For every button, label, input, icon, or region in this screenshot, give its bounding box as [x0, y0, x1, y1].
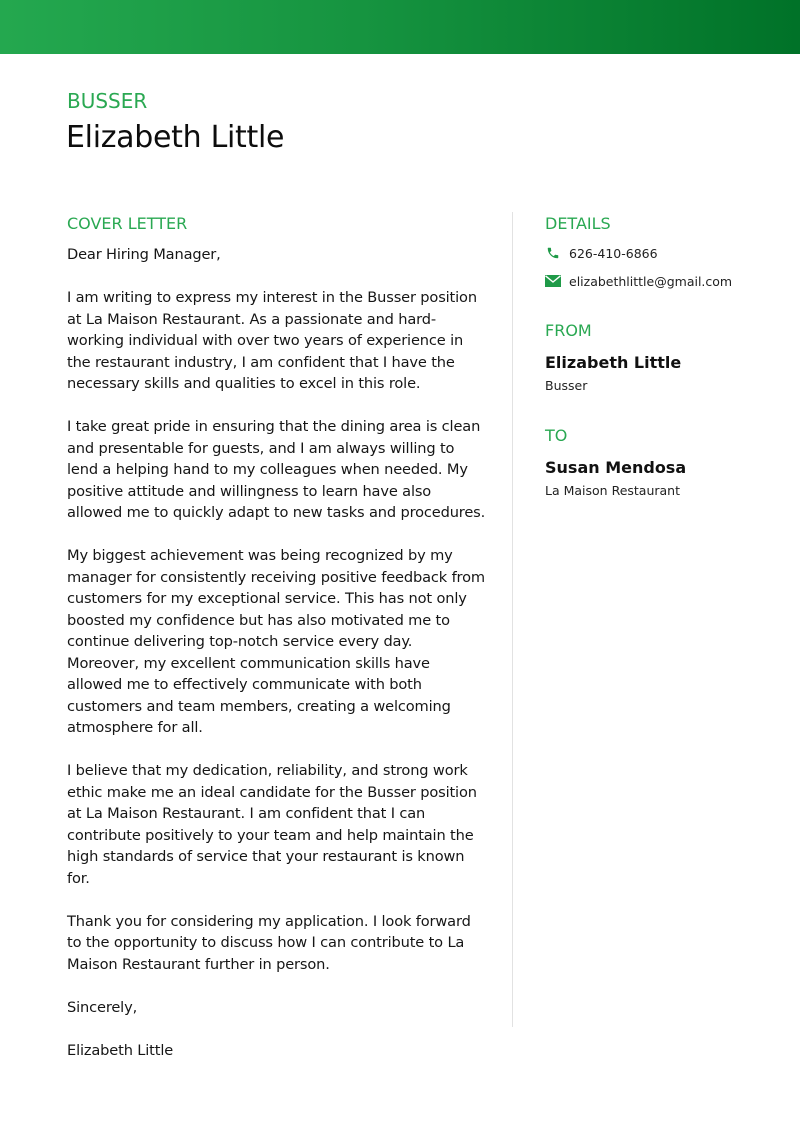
email-row: [545, 271, 775, 291]
letter-signature: Elizabeth Little: [67, 1041, 174, 1059]
phone-icon: [545, 245, 561, 261]
letter-paragraph-2: I take great pride in ensuring that the dining area is clean and presentable for guests, and I am always willing to lend a helping hand to my colleagues when needed. My positive attitude and willingness to learn have also allowed me to quickly adapt to new tasks and procedures.: [67, 418, 486, 521]
details-heading: DETAILS: [545, 214, 611, 233]
header-accent-bar: [0, 0, 800, 54]
sidebar: [545, 213, 775, 500]
to-section: [545, 425, 775, 500]
email-link[interactable]: elizabethlittle@gmail.com: [569, 273, 733, 289]
letter-body: [67, 244, 487, 1061]
phone-link[interactable]: 626-410-6866: [569, 245, 658, 261]
from-section: [545, 320, 775, 395]
letter-paragraph-3: My biggest achievement was being recognized by my manager for consistently receiving positive feedback from customers for my exceptional service. This has not only boosted my confidence but has also motivated me to continue delivering top-notch service every day. Moreover, my excellent communication skills have allowed me to effectively communicate with both customers and team members, creating a welcoming atmosphere for all.: [67, 547, 485, 736]
letter-paragraph-4: I believe that my dedication, reliability, and strong work ethic make me an ideal candidate for the Busser position at La Maison Restaurant. I am confident that I can contribute positively to your team and help maintain the high standards of service that your restaurant is known for.: [67, 762, 477, 887]
column-divider: [512, 212, 513, 1027]
to-name: Susan Mendosa: [545, 458, 687, 477]
envelope-icon: [545, 273, 561, 289]
cover-letter-heading: COVER LETTER: [67, 214, 188, 233]
to-company: La Maison Restaurant: [545, 483, 681, 498]
letter-salutation: Dear Hiring Manager,: [67, 246, 221, 263]
applicant-name: Elizabeth Little: [66, 120, 285, 155]
to-heading: TO: [545, 426, 568, 445]
letter-closing: Sincerely,: [67, 998, 138, 1016]
phone-row: [545, 243, 775, 263]
from-name: Elizabeth Little: [545, 353, 682, 372]
from-heading: FROM: [545, 321, 592, 340]
cover-letter-section: [67, 213, 487, 1061]
letter-paragraph-5: Thank you for considering my application. I look forward to the opportunity to discuss how I can contribute to La Maison Restaurant further in person.: [67, 912, 471, 973]
letter-paragraph-1: I am writing to express my interest in the Busser position at La Maison Restaurant. As a passionate and hard-working individual with over two years of experience in the restaurant industry, I am confident that I have the necessary skills and qualities to excel in this role.: [67, 289, 477, 392]
from-title: Busser: [545, 378, 588, 393]
job-title: BUSSER: [67, 89, 148, 113]
